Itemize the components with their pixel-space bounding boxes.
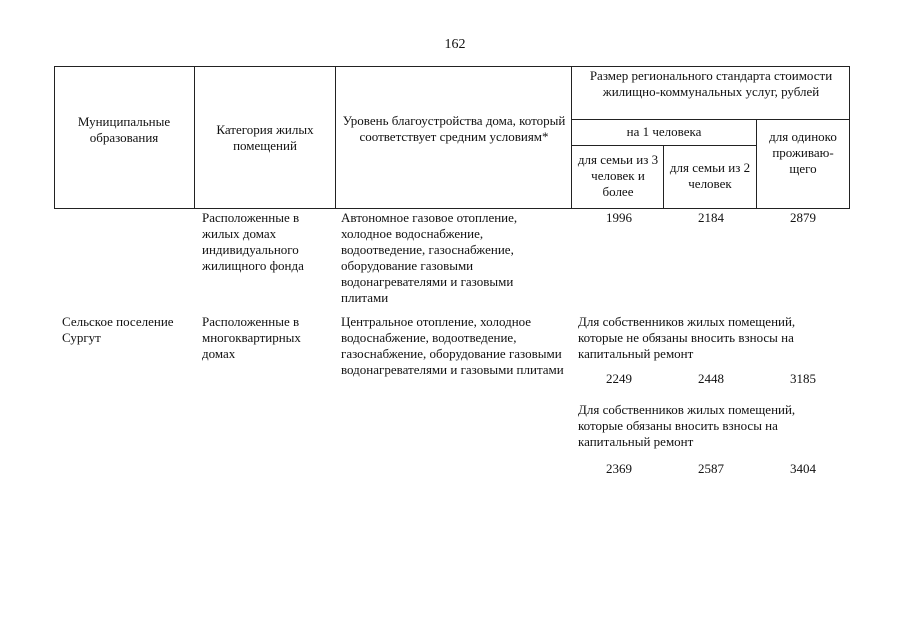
header-standard: Размер регионального стандарта стоимости жилищно-коммунальных услуг, рублей	[589, 68, 833, 99]
row2b-value-family3: 2369	[606, 461, 632, 476]
page-number: 162	[444, 37, 466, 52]
header-bottom-border	[54, 208, 850, 209]
header-border-right	[849, 66, 850, 209]
header-border-left	[54, 66, 55, 209]
header-per-person: на 1 человека	[626, 124, 702, 139]
row1-value-single: 2879	[790, 210, 816, 225]
header-border-col1	[194, 66, 195, 209]
row2-note-not-obliged: Для собственников жилых помещений, которые не обязаны вносить взносы на капитальный ремонт	[578, 314, 796, 361]
header-amenity: Уровень благоустройства дома, который соответствует средним условиям*	[342, 113, 566, 144]
header-municipality: Муниципальные образования	[77, 114, 171, 145]
header-single: для одиноко проживаю-щего	[769, 129, 837, 176]
header-top-border	[54, 66, 850, 67]
row2-amenity: Центральное отопление, холодное водоснабжение, водоотведение, газоснабжение, оборудование газовыми водонагревателями и газовыми плитами	[341, 314, 564, 377]
row2a-value-family3: 2249	[606, 371, 632, 386]
header-border-col5	[756, 119, 757, 209]
row2-note-obliged: Для собственников жилых помещений, которые обязаны вносить взносы на капитальный ремонт	[578, 402, 796, 449]
row1-category: Расположенные в жилых домах индивидуального жилищного фонда	[202, 210, 304, 273]
header-border-col4	[663, 145, 664, 209]
header-per-person-divider	[572, 145, 756, 146]
header-family3: для семьи из 3 человек и более	[577, 152, 659, 199]
header-border-col3	[571, 66, 572, 209]
row2a-value-family2: 2448	[698, 371, 724, 386]
row2a-value-single: 3185	[790, 371, 816, 386]
municipality-name: Сельское поселение Сургут	[62, 314, 174, 345]
row1-amenity: Автономное газовое отопление, холодное водоснабжение, водоотведение, газоснабжение, оборудование газовыми водонагревателями и газовыми плитами	[341, 210, 518, 305]
row2-category: Расположенные в многоквартирных домах	[202, 314, 301, 361]
row2b-value-family2: 2587	[698, 461, 724, 476]
row1-value-family3: 1996	[606, 210, 632, 225]
header-category: Категория жилых помещений	[216, 122, 314, 153]
header-border-col2	[335, 66, 336, 209]
header-family2: для семьи из 2 человек	[669, 160, 751, 191]
row1-value-family2: 2184	[698, 210, 724, 225]
header-standard-divider	[572, 119, 850, 120]
row2b-value-single: 3404	[790, 461, 816, 476]
